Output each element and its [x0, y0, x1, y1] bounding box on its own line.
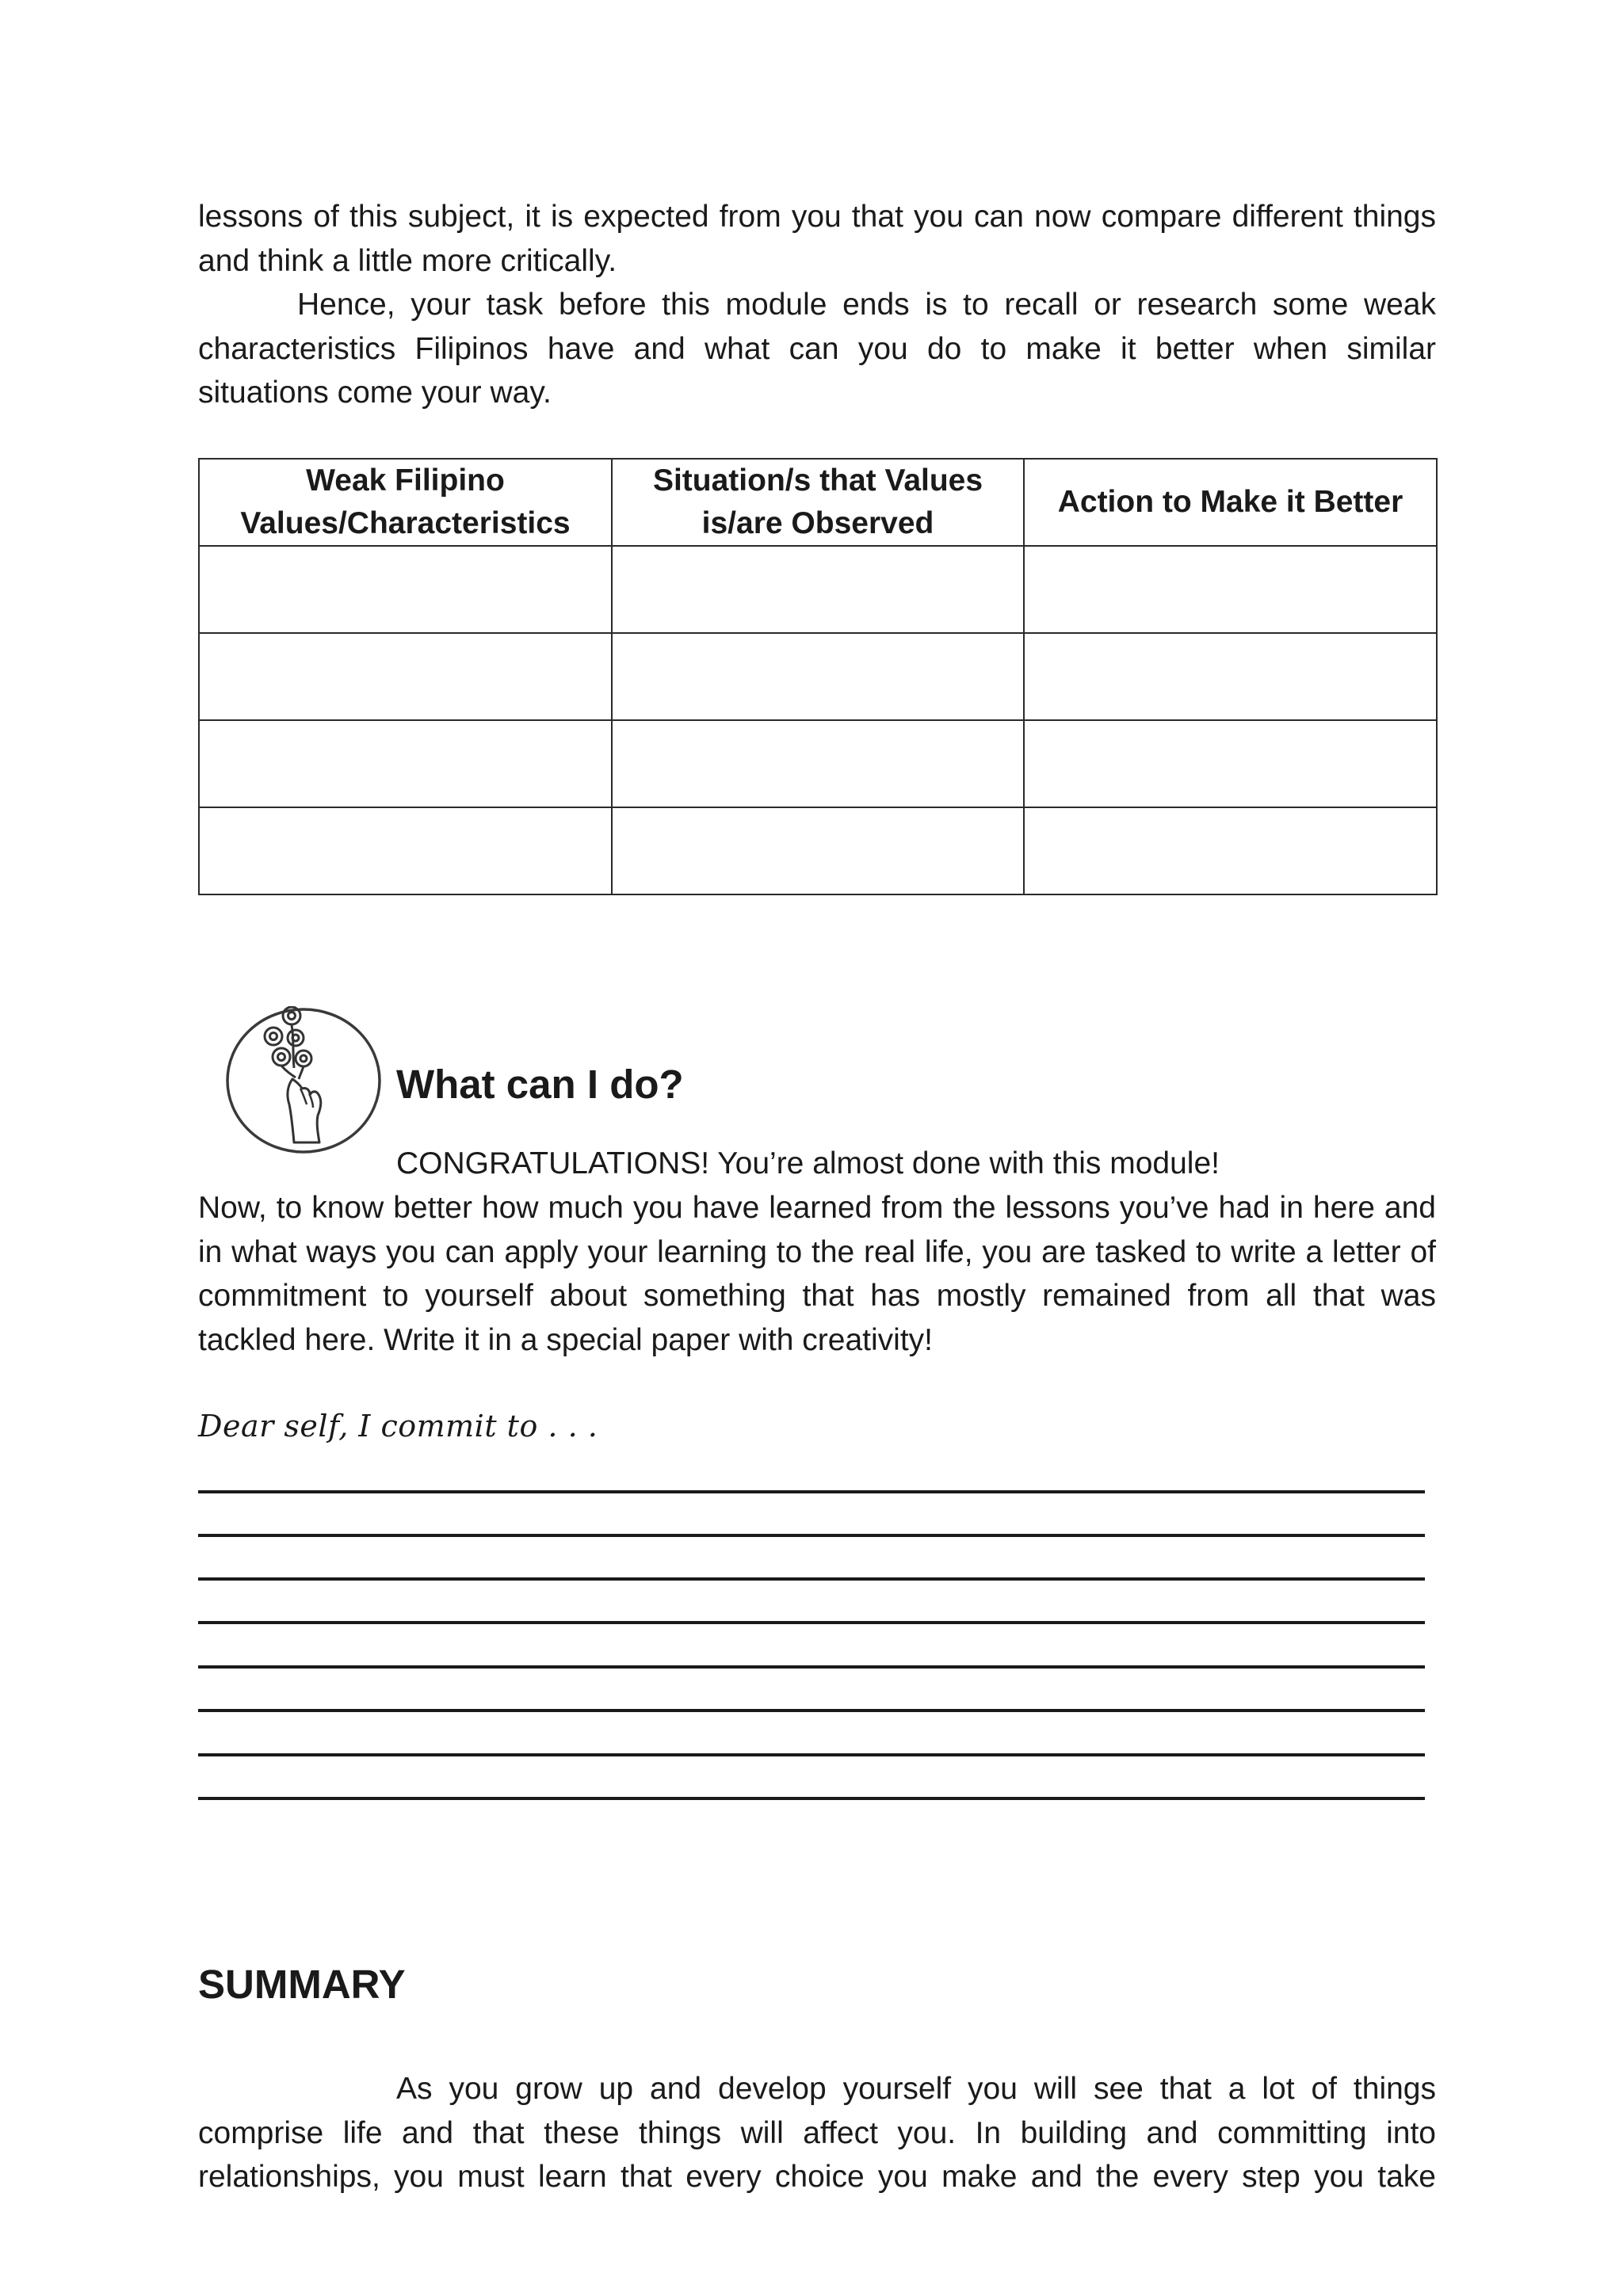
hand-flower-icon [224, 1006, 383, 1155]
table-cell[interactable] [199, 720, 612, 807]
summary-paragraph: As you grow up and develop yourself you will see that a lot of things comprise life and that these things will affect you. In building and committing into relationships, you must learn that every choice you make and the every step you take [198, 2072, 1436, 2194]
table-cell[interactable] [612, 633, 1024, 720]
table-cell[interactable] [612, 546, 1024, 633]
task-instructions [198, 1186, 1436, 1362]
table-header-weak-values: Weak Filipino Values/Characteristics [199, 459, 612, 546]
table-cell[interactable] [1024, 807, 1437, 894]
answer-line[interactable] [198, 1709, 1425, 1712]
table-header-situations: Situation/s that Values is/are Observed [612, 459, 1024, 546]
answer-line[interactable] [198, 1534, 1425, 1537]
table-row [199, 633, 1437, 720]
answer-line[interactable] [198, 1621, 1425, 1624]
table-cell[interactable] [199, 546, 612, 633]
letter-prompt: Dear self, I commit to . . . [198, 1409, 598, 1444]
intro-paragraph-1: lessons of this subject, it is expected from you that you can now compare different things and think a little more critically. [198, 200, 1436, 278]
table-row [199, 546, 1437, 633]
table-cell[interactable] [199, 807, 612, 894]
table-cell[interactable] [612, 807, 1024, 894]
congratulations-line: CONGRATULATIONS! You’re almost done with this module! [396, 1146, 1220, 1180]
table-cell[interactable] [1024, 633, 1437, 720]
answer-line[interactable] [198, 1797, 1425, 1800]
answer-line[interactable] [198, 1490, 1425, 1493]
answer-line[interactable] [198, 1753, 1425, 1756]
intro-paragraph-2: Hence, your task before this module ends is to recall or research some weak characteristics Filipinos have and what can you do to make it better when similar situations come your way. [198, 288, 1436, 410]
table-header-action: Action to Make it Better [1024, 459, 1437, 546]
answer-line[interactable] [198, 1665, 1425, 1669]
summary-heading: SUMMARY [198, 1962, 406, 2007]
summary-section [198, 2067, 1436, 2199]
table-row [199, 720, 1437, 807]
intro-section [198, 195, 1436, 415]
section-title-what-can-i-do: What can I do? [396, 1062, 684, 1107]
table-cell[interactable] [1024, 720, 1437, 807]
table-cell[interactable] [199, 633, 612, 720]
table-cell[interactable] [1024, 546, 1437, 633]
weak-values-table [198, 458, 1438, 895]
task-paragraph: Now, to know better how much you have learned from the lessons you’ve had in here and in what ways you can apply your learning to the real life, you are tasked to write a letter of commitment to yourself about something that has mostly remained from all that was tackled here. Write it in a special paper with creativity! [198, 1191, 1436, 1357]
table-cell[interactable] [612, 720, 1024, 807]
answer-line[interactable] [198, 1577, 1425, 1581]
table-row [199, 807, 1437, 894]
table-header-row [199, 459, 1437, 546]
